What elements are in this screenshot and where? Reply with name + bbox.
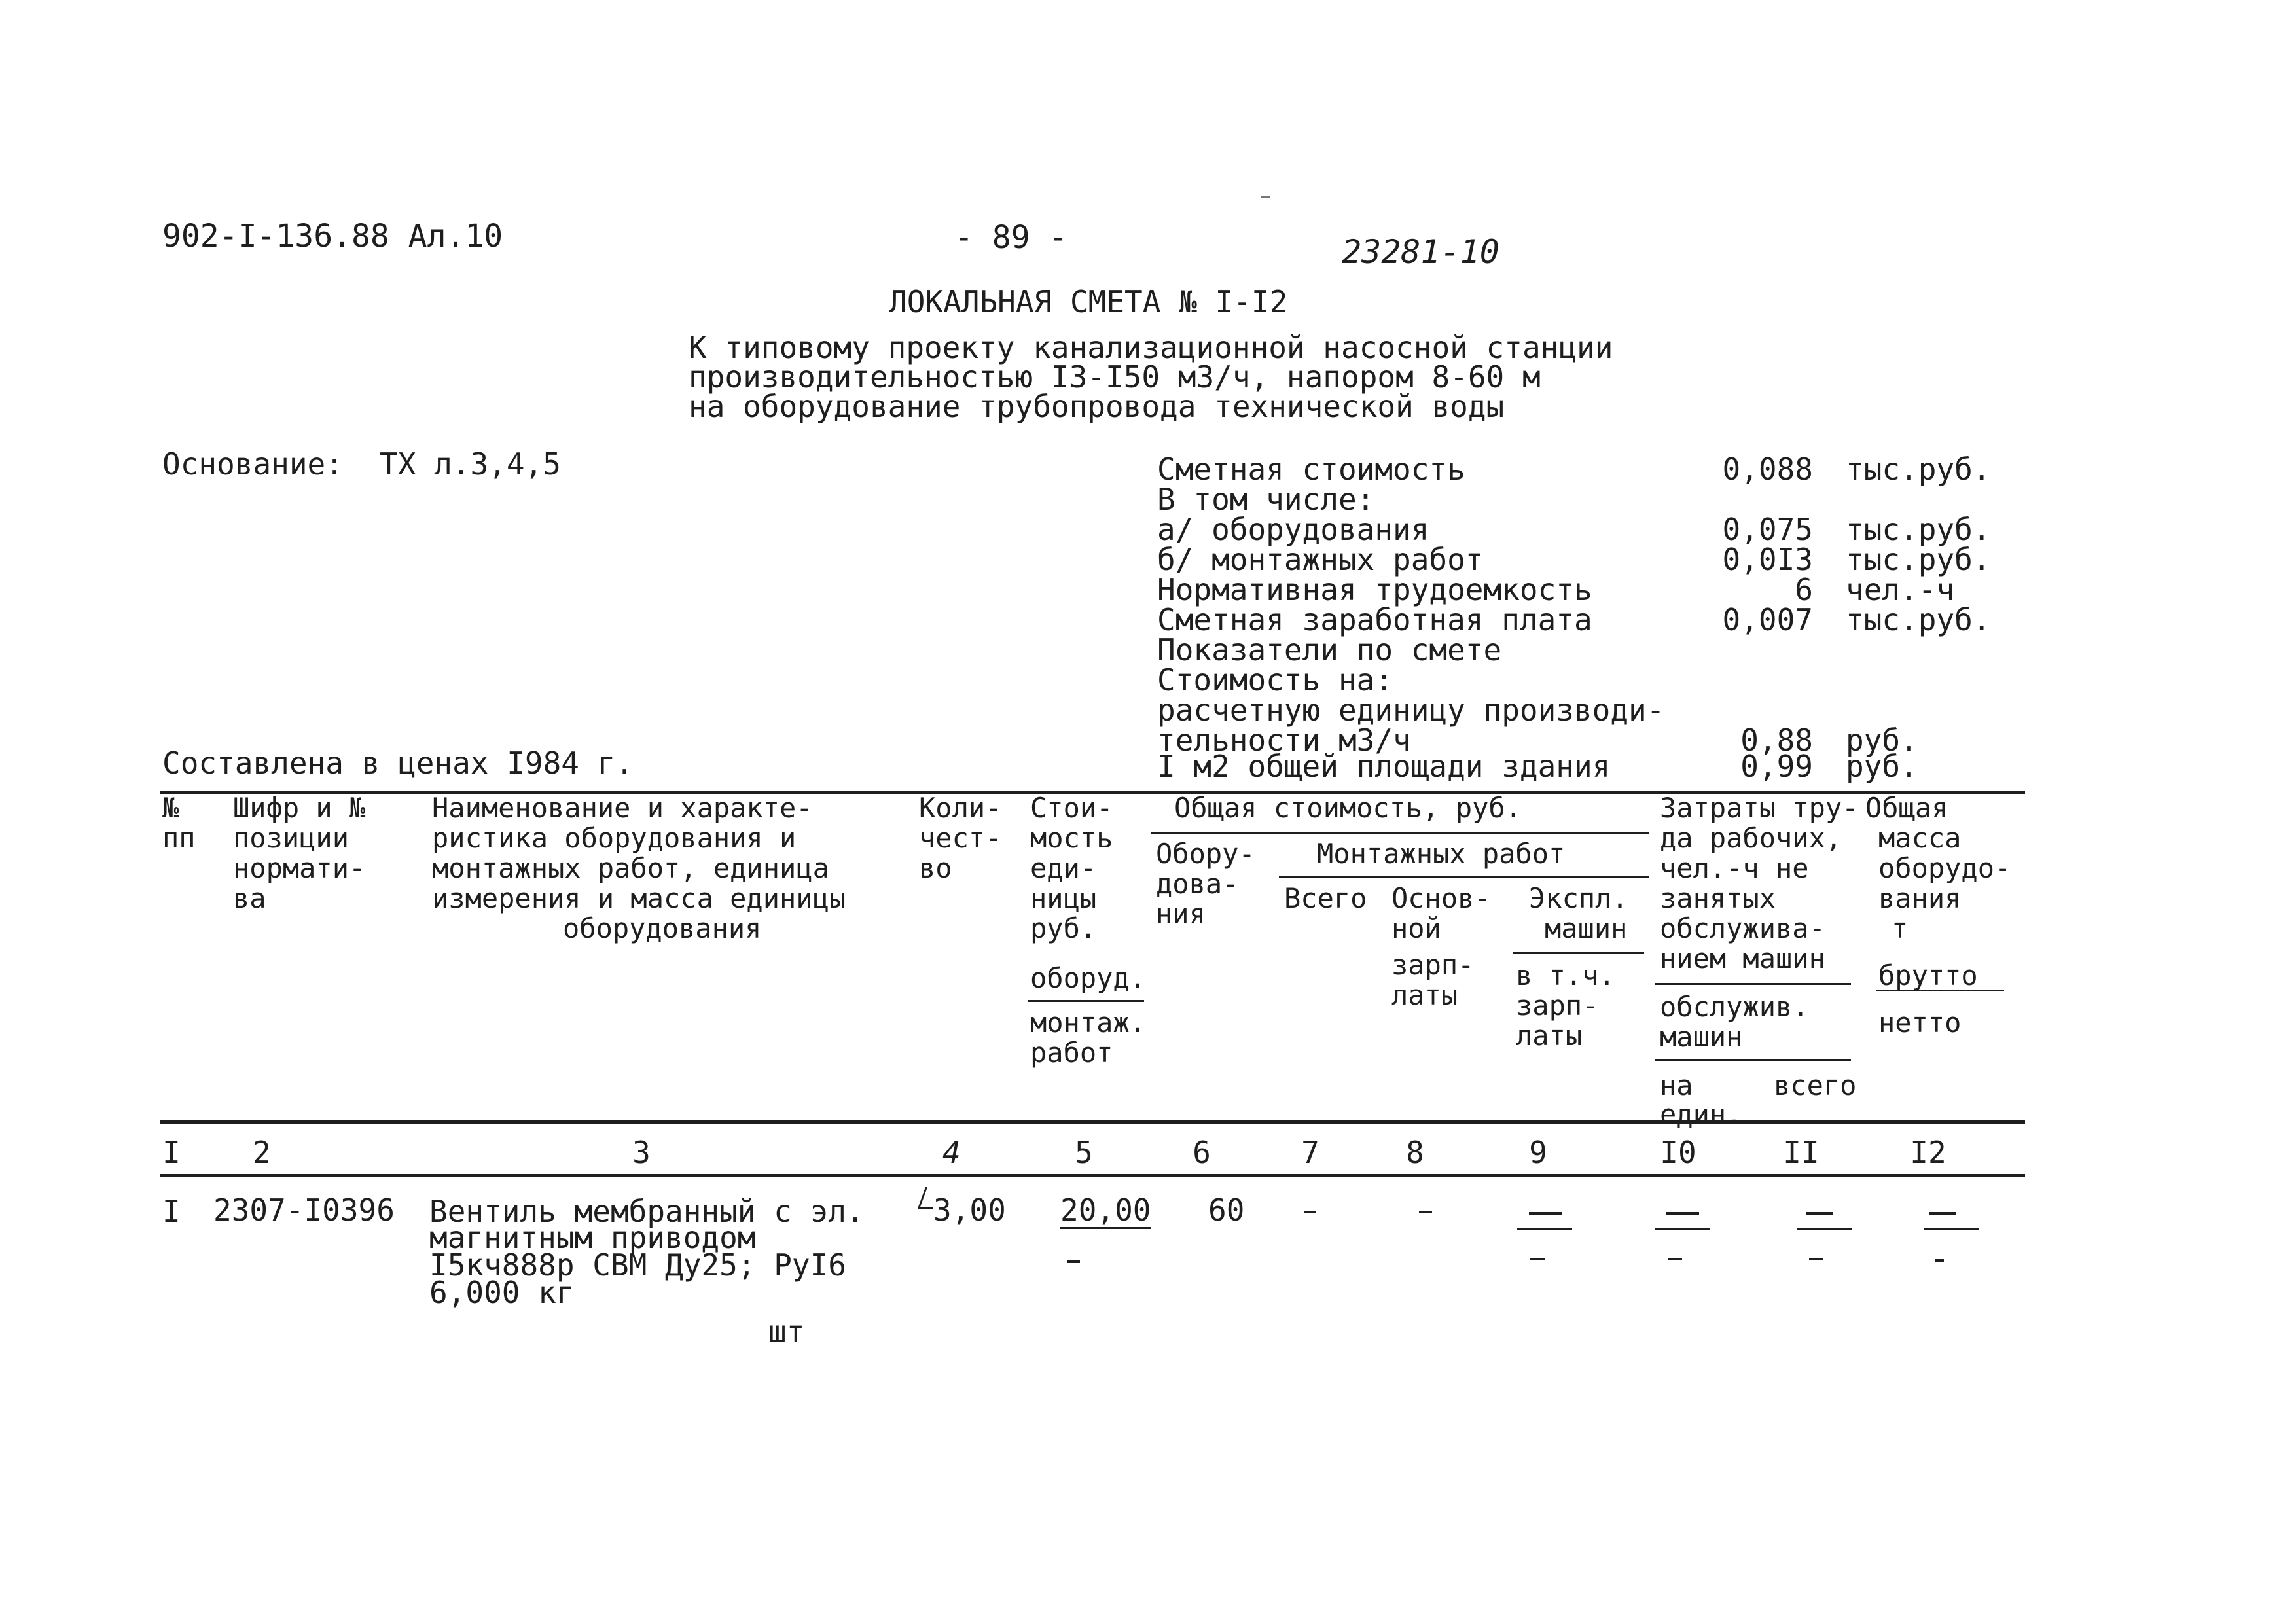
header-mass: Общая <box>1865 792 1948 824</box>
header-unit-cost: мость <box>1030 822 1113 854</box>
summary-unit: тыс.руб. <box>1846 602 1991 637</box>
summary-label: Сметная стоимость <box>1157 452 1465 487</box>
column-number: 4 <box>942 1135 961 1170</box>
header-total-cost: Общая стоимость, руб. <box>1174 792 1522 824</box>
empty-value-dash <box>1809 1258 1823 1260</box>
subtitle-line-1: К типовому проекту канализационной насосной станции <box>689 330 1613 365</box>
header-machines: Экспл. <box>1529 882 1628 914</box>
header-qty: во <box>919 852 952 884</box>
header-unit-cost: Стои- <box>1030 792 1113 824</box>
column-number: I <box>162 1135 181 1170</box>
row-name-line: магнитным приводом <box>429 1220 756 1255</box>
header-name: измерения и масса единицы <box>432 882 846 914</box>
summary-label: Сметная заработная плата <box>1157 602 1592 637</box>
empty-value-dash <box>1666 1212 1699 1215</box>
header-labor: занятых <box>1660 882 1776 914</box>
header-machines-wage: зарп- <box>1516 990 1599 1022</box>
basis-label: Основание: <box>162 446 344 482</box>
header-mass: оборудо- <box>1878 852 2011 884</box>
summary-label: Нормативная трудоемкость <box>1157 572 1592 607</box>
row-unit-cost-equipment: 20,00 <box>1060 1192 1151 1228</box>
inventory-number: 23281-10 <box>1342 233 1499 271</box>
empty-value-dash <box>1419 1211 1432 1213</box>
header-code: ва <box>233 882 266 914</box>
header-num: пп <box>162 822 196 854</box>
row-number: I <box>162 1194 181 1229</box>
summary-value: 0,075 <box>1722 512 1813 547</box>
header-labor: нием машин <box>1660 942 1825 974</box>
summary-label: тельности м3/ч <box>1157 722 1411 758</box>
header-code: позиции <box>233 822 350 854</box>
header-mass: вания <box>1878 882 1962 914</box>
header-qty: чест- <box>919 822 1002 854</box>
empty-value-dash <box>1668 1258 1682 1260</box>
header-equipment: дова- <box>1156 868 1239 900</box>
column-number: 6 <box>1193 1135 1211 1170</box>
header-basic-wage: ной <box>1391 912 1441 944</box>
summary-label: I м2 общей площади здания <box>1157 749 1611 784</box>
header-basic-wage: латы <box>1391 979 1458 1011</box>
empty-value-dash <box>1530 1258 1545 1260</box>
row-name-line: 6,000 кг <box>429 1275 575 1310</box>
header-basic-wage: зарп- <box>1391 949 1475 981</box>
header-equipment: Обору- <box>1156 838 1255 870</box>
summary-unit: руб. <box>1846 722 1918 758</box>
summary-value: 0,99 <box>1740 749 1813 784</box>
total-cost-rule <box>1151 832 1649 834</box>
header-unit-cost: еди- <box>1030 852 1097 884</box>
header-labor-machines: машин <box>1660 1021 1743 1053</box>
header-unit-cost-mounting: работ <box>1030 1037 1113 1069</box>
header-unit-cost-mounting: монтаж. <box>1030 1007 1147 1039</box>
column-number: I0 <box>1660 1135 1696 1170</box>
header-machines-wage: в т.ч. <box>1516 959 1615 991</box>
empty-value-rule <box>1517 1228 1572 1230</box>
header-labor: Затраты тру- <box>1660 792 1859 824</box>
header-labor-total: всего <box>1774 1069 1857 1101</box>
header-basic-wage: Основ- <box>1391 882 1491 914</box>
header-mounting-all: Всего <box>1284 882 1367 914</box>
column-number: 2 <box>253 1135 271 1170</box>
summary-value: 0,007 <box>1722 602 1813 637</box>
header-name: оборудования <box>563 912 762 944</box>
basis-value: ТХ л.3,4,5 <box>380 446 561 482</box>
summary-unit: руб. <box>1846 749 1918 784</box>
summary-unit: чел.-ч <box>1846 572 1955 607</box>
summary-unit: тыс.руб. <box>1846 452 1991 487</box>
header-mass: т <box>1892 912 1909 944</box>
header-per-unit: на <box>1660 1069 1693 1101</box>
column-number: 7 <box>1301 1135 1319 1170</box>
empty-value-dash <box>1529 1212 1562 1215</box>
column-numbers-rule <box>160 1174 2025 1177</box>
header-mounting: Монтажных работ <box>1317 838 1566 870</box>
mounting-rule <box>1279 876 1649 878</box>
summary-label: В том числе: <box>1157 482 1375 517</box>
summary-unit: тыс.руб. <box>1846 542 1991 577</box>
row-code: 2307-I0396 <box>213 1192 395 1228</box>
header-unit-cost: руб. <box>1030 912 1097 944</box>
row-unit: шт <box>768 1314 805 1349</box>
column-number: 3 <box>632 1135 651 1170</box>
header-machines-wage: латы <box>1516 1020 1583 1052</box>
empty-value-dash <box>1806 1212 1833 1215</box>
page-number: - 89 - <box>954 219 1068 256</box>
empty-value-dash <box>1067 1260 1080 1263</box>
subtitle-line-2: производительностью I3-I50 м3/ч, напором 8-60 м <box>689 359 1541 395</box>
header-net: нетто <box>1878 1007 1962 1039</box>
header-labor-machines: обслужив. <box>1660 991 1809 1023</box>
machines-rule <box>1513 952 1644 954</box>
header-equipment: ния <box>1156 898 1206 930</box>
document-code: 902-I-136.88 Ал.10 <box>162 218 503 255</box>
summary-label: Показатели по смете <box>1157 632 1502 668</box>
row-name-line: I5кч888р СВМ Ду25; РуI6 <box>429 1247 846 1283</box>
unit-cost-rule <box>1028 1000 1144 1002</box>
header-per-unit: един. <box>1660 1098 1743 1130</box>
header-unit-cost: ницы <box>1030 882 1097 914</box>
summary-value: 0,88 <box>1740 722 1813 758</box>
subtitle-line-3: на оборудование трубопровода технической воды <box>689 389 1505 424</box>
summary-value: 0,088 <box>1722 452 1813 487</box>
row-quantity: 3,00 <box>933 1192 1006 1228</box>
header-name: Наименование и характе- <box>432 792 813 824</box>
summary-label: б/ монтажных работ <box>1157 542 1484 577</box>
header-labor: чел.-ч не <box>1660 852 1809 884</box>
summary-label: а/ оборудования <box>1157 512 1429 547</box>
column-number: 9 <box>1529 1135 1547 1170</box>
header-num: № <box>162 792 179 824</box>
header-qty: Коли- <box>919 792 1002 824</box>
header-machines: машин <box>1545 912 1628 944</box>
header-code: Шифр и № <box>233 792 366 824</box>
summary-value: 0,0I3 <box>1722 542 1813 577</box>
empty-value-rule <box>1924 1228 1979 1230</box>
column-number: 8 <box>1406 1135 1424 1170</box>
header-unit-cost-equipment: оборуд. <box>1030 962 1147 994</box>
empty-value-dash <box>1935 1259 1944 1262</box>
prices-note: Составлена в ценах I984 г. <box>162 745 634 781</box>
summary-label: расчетную единицу производи- <box>1157 692 1665 728</box>
scan-mark <box>1261 196 1270 198</box>
empty-value-rule <box>1655 1228 1710 1230</box>
row-total-equipment: 60 <box>1208 1192 1245 1228</box>
empty-value-dash <box>1929 1212 1956 1215</box>
header-gross: брутто <box>1878 959 1978 991</box>
row-name-line: Вентиль мембранный с эл. <box>429 1194 865 1229</box>
header-labor: да рабочих, <box>1660 822 1842 854</box>
column-number: II <box>1783 1135 1820 1170</box>
column-number: I2 <box>1910 1135 1946 1170</box>
summary-value: 6 <box>1795 572 1813 607</box>
header-code: нормати- <box>233 852 366 884</box>
header-labor: обслужива- <box>1660 912 1825 944</box>
labor-rule <box>1655 983 1851 985</box>
header-mass: масса <box>1878 822 1962 854</box>
header-name: ристика оборудования и <box>432 822 797 854</box>
header-bottom-rule <box>160 1120 2025 1124</box>
labor-machines-rule <box>1655 1059 1851 1061</box>
header-name: монтажных работ, единица <box>432 852 829 884</box>
summary-label: Стоимость на: <box>1157 662 1393 698</box>
column-number: 5 <box>1075 1135 1093 1170</box>
estimate-title: ЛОКАЛЬНАЯ СМЕТА № I-I2 <box>889 284 1288 319</box>
empty-value-dash <box>1304 1211 1316 1213</box>
summary-unit: тыс.руб. <box>1846 512 1991 547</box>
empty-value-rule <box>1797 1228 1852 1230</box>
